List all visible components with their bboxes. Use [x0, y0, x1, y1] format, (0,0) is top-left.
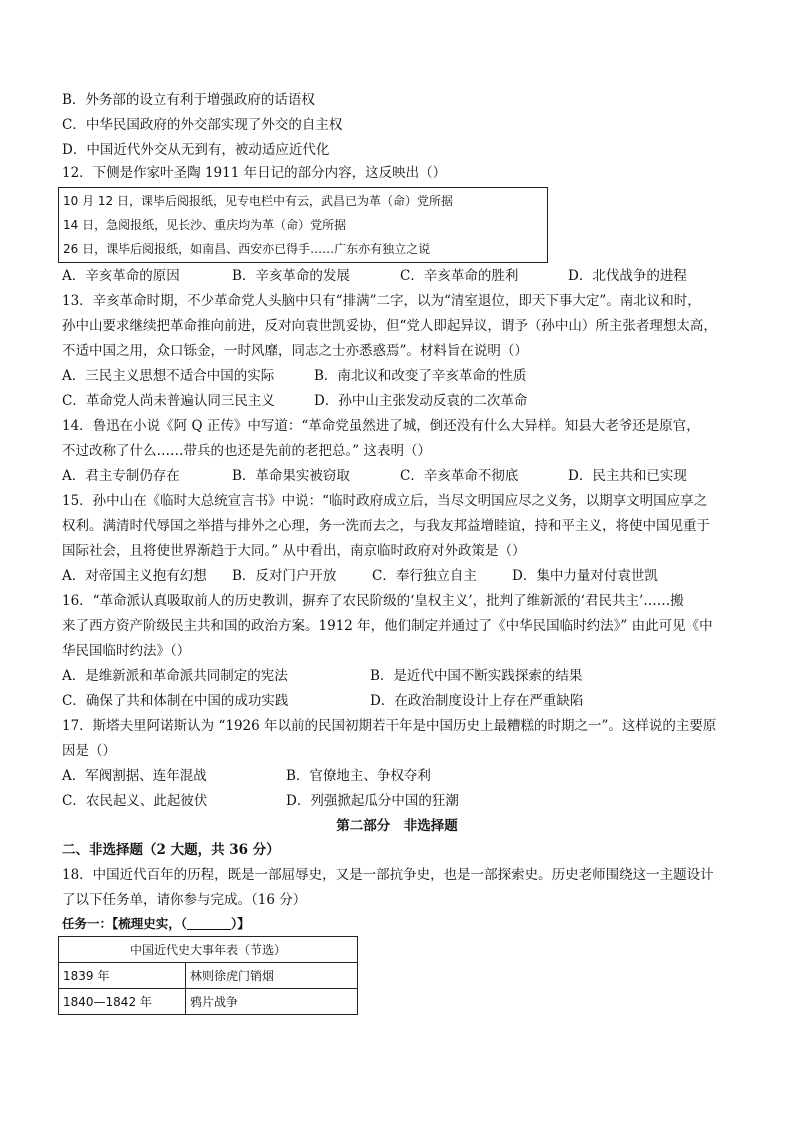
q15-option-d: D．集中力量对付袁世凯 [512, 568, 658, 584]
table-cell-year: 1840—1842 年 [59, 989, 186, 1015]
q15-option-b: B．反对门户开放 [232, 568, 337, 584]
q14-line: 14．鲁迅在小说《阿 Q 正传》中写道：“革命党虽然进了城，倒还没有什么大异样。知县大老爷还是原官， [62, 418, 700, 434]
q17-option-b: B．官僚地主、争权夺利 [286, 768, 431, 784]
q14-option-a: A．君主专制仍存在 [62, 468, 180, 484]
q16-line: 16．“革命派认真吸取前人的历史教训，摒弃了农民阶级的‘皇权主义’，批判了维新派的‘君民共主’……搬 [62, 593, 684, 609]
q17-option-c: C．农民起义、此起彼伏 [62, 793, 208, 809]
table-row [59, 963, 358, 989]
q14-option-b: B．革命果实被窃取 [232, 468, 350, 484]
q16-line: 来了西方资产阶级民主共和国的政治方案。1912 年，他们制定并通过了《中华民国临时约法》” 由此可见《中 [62, 618, 713, 634]
table-cell-event: 鸦片战争 [186, 989, 358, 1015]
q18-line: 了以下任务单，请你参与完成。（16 分） [62, 892, 307, 908]
q15-option-a: A．对帝国主义抱有幻想 [62, 568, 207, 584]
q12-option-b: B．辛亥革命的发展 [232, 268, 350, 284]
q13-line: 孙中山要求继续把革命推向前进，反对向袁世凯妥协，但“党人即起异议，谓予（孙中山）所主张者理想太高， [62, 318, 717, 334]
q17-line: 因是（） [62, 743, 116, 759]
table-cell-year: 1839 年 [59, 963, 186, 989]
table-cell-event: 林则徐虎门销烟 [186, 963, 358, 989]
q17-option-d: D．列强掀起瓜分中国的狂潮 [286, 793, 459, 809]
q12-stem: 12．下侧是作家叶圣陶 1911 年日记的部分内容，这反映出（） [62, 165, 447, 181]
q12-diary-line: 10 月 12 日，课毕后阅报纸，见专电栏中有云，武昌已为革（命）党所据 [63, 194, 453, 208]
q16-option-a: A．是维新派和革命派共同制定的宪法 [62, 668, 288, 684]
q15-option-c: C．奉行独立自主 [372, 568, 477, 584]
q12-diary-box [58, 187, 548, 263]
q15-line: 国际社会，且将使世界渐趋于大同。” 从中看出，南京临时政府对外政策是（） [62, 543, 526, 559]
q16-option-c: C．确保了共和体制在中国的成功实践 [62, 693, 289, 709]
q12-diary-line: 14 日，急阅报纸，见长沙、重庆均为革（命）党所据 [63, 218, 347, 232]
q16-option-d: D．在政治制度设计上存在严重缺陷 [370, 693, 584, 709]
task-one-suffix: ）】 [231, 916, 250, 931]
q13-option-d: D．孙中山主张发动反袁的二次革命 [314, 393, 528, 409]
q17-option-a: A．军阀割据、连年混战 [62, 768, 207, 784]
q15-line: 15．孙中山在《临时大总统宣言书》中说：“临时政府成立后，当尽文明国应尽之义务，以期享文明国应享之 [62, 493, 708, 509]
q12-option-d: D．北伐战争的进程 [568, 268, 687, 284]
q13-line: 13．辛亥革命时期，不少革命党人头脑中只有“排满”二字，以为“清室退位，即天下事大定”。南北议和时， [62, 293, 701, 309]
q12-option-a: A．辛亥革命的原因 [62, 268, 180, 284]
q12-diary-line: 26 日，课毕后阅报纸，如南昌、西安亦已得手……广东亦有独立之说 [63, 242, 431, 256]
task-one-heading [62, 914, 732, 934]
task-one-prefix: 任务一：【梳理史实，（ [62, 916, 188, 931]
q14-option-c: C．辛亥革命不彻底 [400, 468, 519, 484]
q14-line: 不过改称了什么……带兵的也还是先前的老把总。” 这表明（） [62, 443, 431, 459]
q13-option-c: C．革命党人尚未普遍认同三民主义 [62, 393, 275, 409]
prev-option-d: D．中国近代外交从无到有，被动适应近代化 [62, 142, 330, 158]
table-caption: 中国近代史大事年表（节选） [59, 937, 358, 963]
table-row [59, 989, 358, 1015]
q12-option-c: C．辛亥革命的胜利 [400, 268, 519, 284]
prev-option-b: B．外务部的设立有利于增强政府的话语权 [62, 92, 315, 108]
q18-line: 18．中国近代百年的历程，既是一部屈辱史，又是一部抗争史，也是一部探索史。历史老师围绕这一主题设计 [62, 867, 714, 883]
table-caption-row [59, 937, 358, 963]
q17-line: 17．斯塔夫里阿诺斯认为 “1926 年以前的民国初期若干年是中国历史上最糟糕的时期之一”。这样说的主要原 [62, 718, 717, 734]
q13-line: 不适中国之用，众口铄金，一时风靡，同志之士亦悉惑焉”。材料旨在说明（） [62, 343, 528, 359]
q16-option-b: B．是近代中国不断实践探索的结果 [370, 668, 583, 684]
answer-blank[interactable] [187, 915, 231, 930]
chronology-table [58, 936, 358, 1015]
q14-option-d: D．民主共和已实现 [568, 468, 687, 484]
q16-line: 华民国临时约法》（） [62, 643, 191, 659]
q13-option-a: A．三民主义思想不适合中国的实际 [62, 368, 275, 384]
section-heading: 二、非选择题（2 大题，共 36 分） [62, 842, 280, 858]
part2-title: 第二部分 非选择题 [336, 818, 458, 834]
q13-option-b: B．南北议和改变了辛亥革命的性质 [314, 368, 527, 384]
q15-line: 权利。满清时代辱国之举措与排外之心理，务一洗而去之，与我友邦益增睦谊，持和平主义，将使中国见重于 [62, 518, 710, 534]
prev-option-c: C．中华民国政府的外交部实现了外交的自主权 [62, 117, 343, 133]
